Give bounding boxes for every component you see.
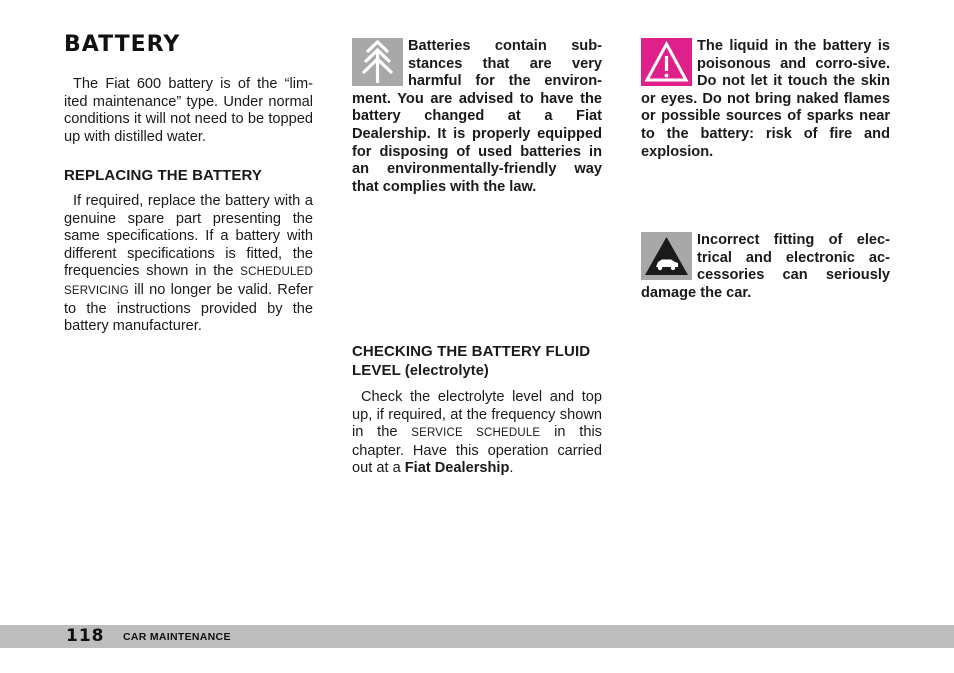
service-schedule-ref: SERVICE SCHEDULE (411, 427, 541, 440)
tree-icon (352, 38, 403, 86)
replacing-paragraph (64, 193, 313, 336)
environment-note-text: Batteries contain sub-stances that are very harmful for the environ-ment. You are advised to have the battery changed at a Fiat Dealership. It is properly equipped for disposing of used batteries in an environmentally-friendly way that complies with the law. (352, 38, 602, 195)
danger-note (641, 38, 890, 161)
car-warning-icon (641, 232, 692, 280)
environment-note (352, 38, 602, 196)
danger-note-text: The liquid in the battery is poisonous and corro-sive. Do not let it touch the skin or eyes. Do not bring naked flames or possible sources of sparks near to the battery: risk of fire and explosion. (641, 38, 890, 160)
checking-heading (352, 342, 602, 381)
section-name: CAR MAINTENANCE (123, 631, 231, 643)
fiat-dealership-ref: Fiat Dealership (404, 460, 510, 477)
checking-paragraph (352, 389, 602, 478)
checking-heading-main: CHECKING THE BATTERY FLUID LEVEL (352, 343, 591, 379)
replacing-text-a: If required, replace the battery with a genuine spare part presenting the same specifications. If a battery with different specifications is fitted, the frequencies shown in the (64, 193, 313, 280)
car-note-text: Incorrect fitting of elec-trical and electronic ac-cessories can seriously damage the car. (641, 232, 890, 301)
scheduled-servicing-ref: SCHEDULED SERVICING (64, 266, 313, 297)
intro-paragraph: The Fiat 600 battery is of the “lim-ited maintenance” type. Under normal conditions it will not need to be topped up with distilled water. (64, 76, 313, 145)
replacing-text-b: ill no longer be valid. Refer to the instructions provided by the battery manufacturer. (64, 281, 313, 335)
page-title: BATTERY (64, 32, 181, 57)
replacing-heading: REPLACING THE BATTERY (64, 167, 262, 184)
car-note (641, 232, 890, 302)
warning-triangle-icon (641, 38, 692, 86)
checking-heading-sub: (electrolyte) (404, 363, 489, 379)
checking-text-a: Check the electrolyte level and top up, if required, at the frequency shown in the (352, 389, 602, 441)
page-number: 118 (66, 626, 105, 646)
checking-text-b: in this chapter. Have this operation carried out at a (352, 424, 602, 477)
checking-text-c: . (509, 460, 514, 477)
